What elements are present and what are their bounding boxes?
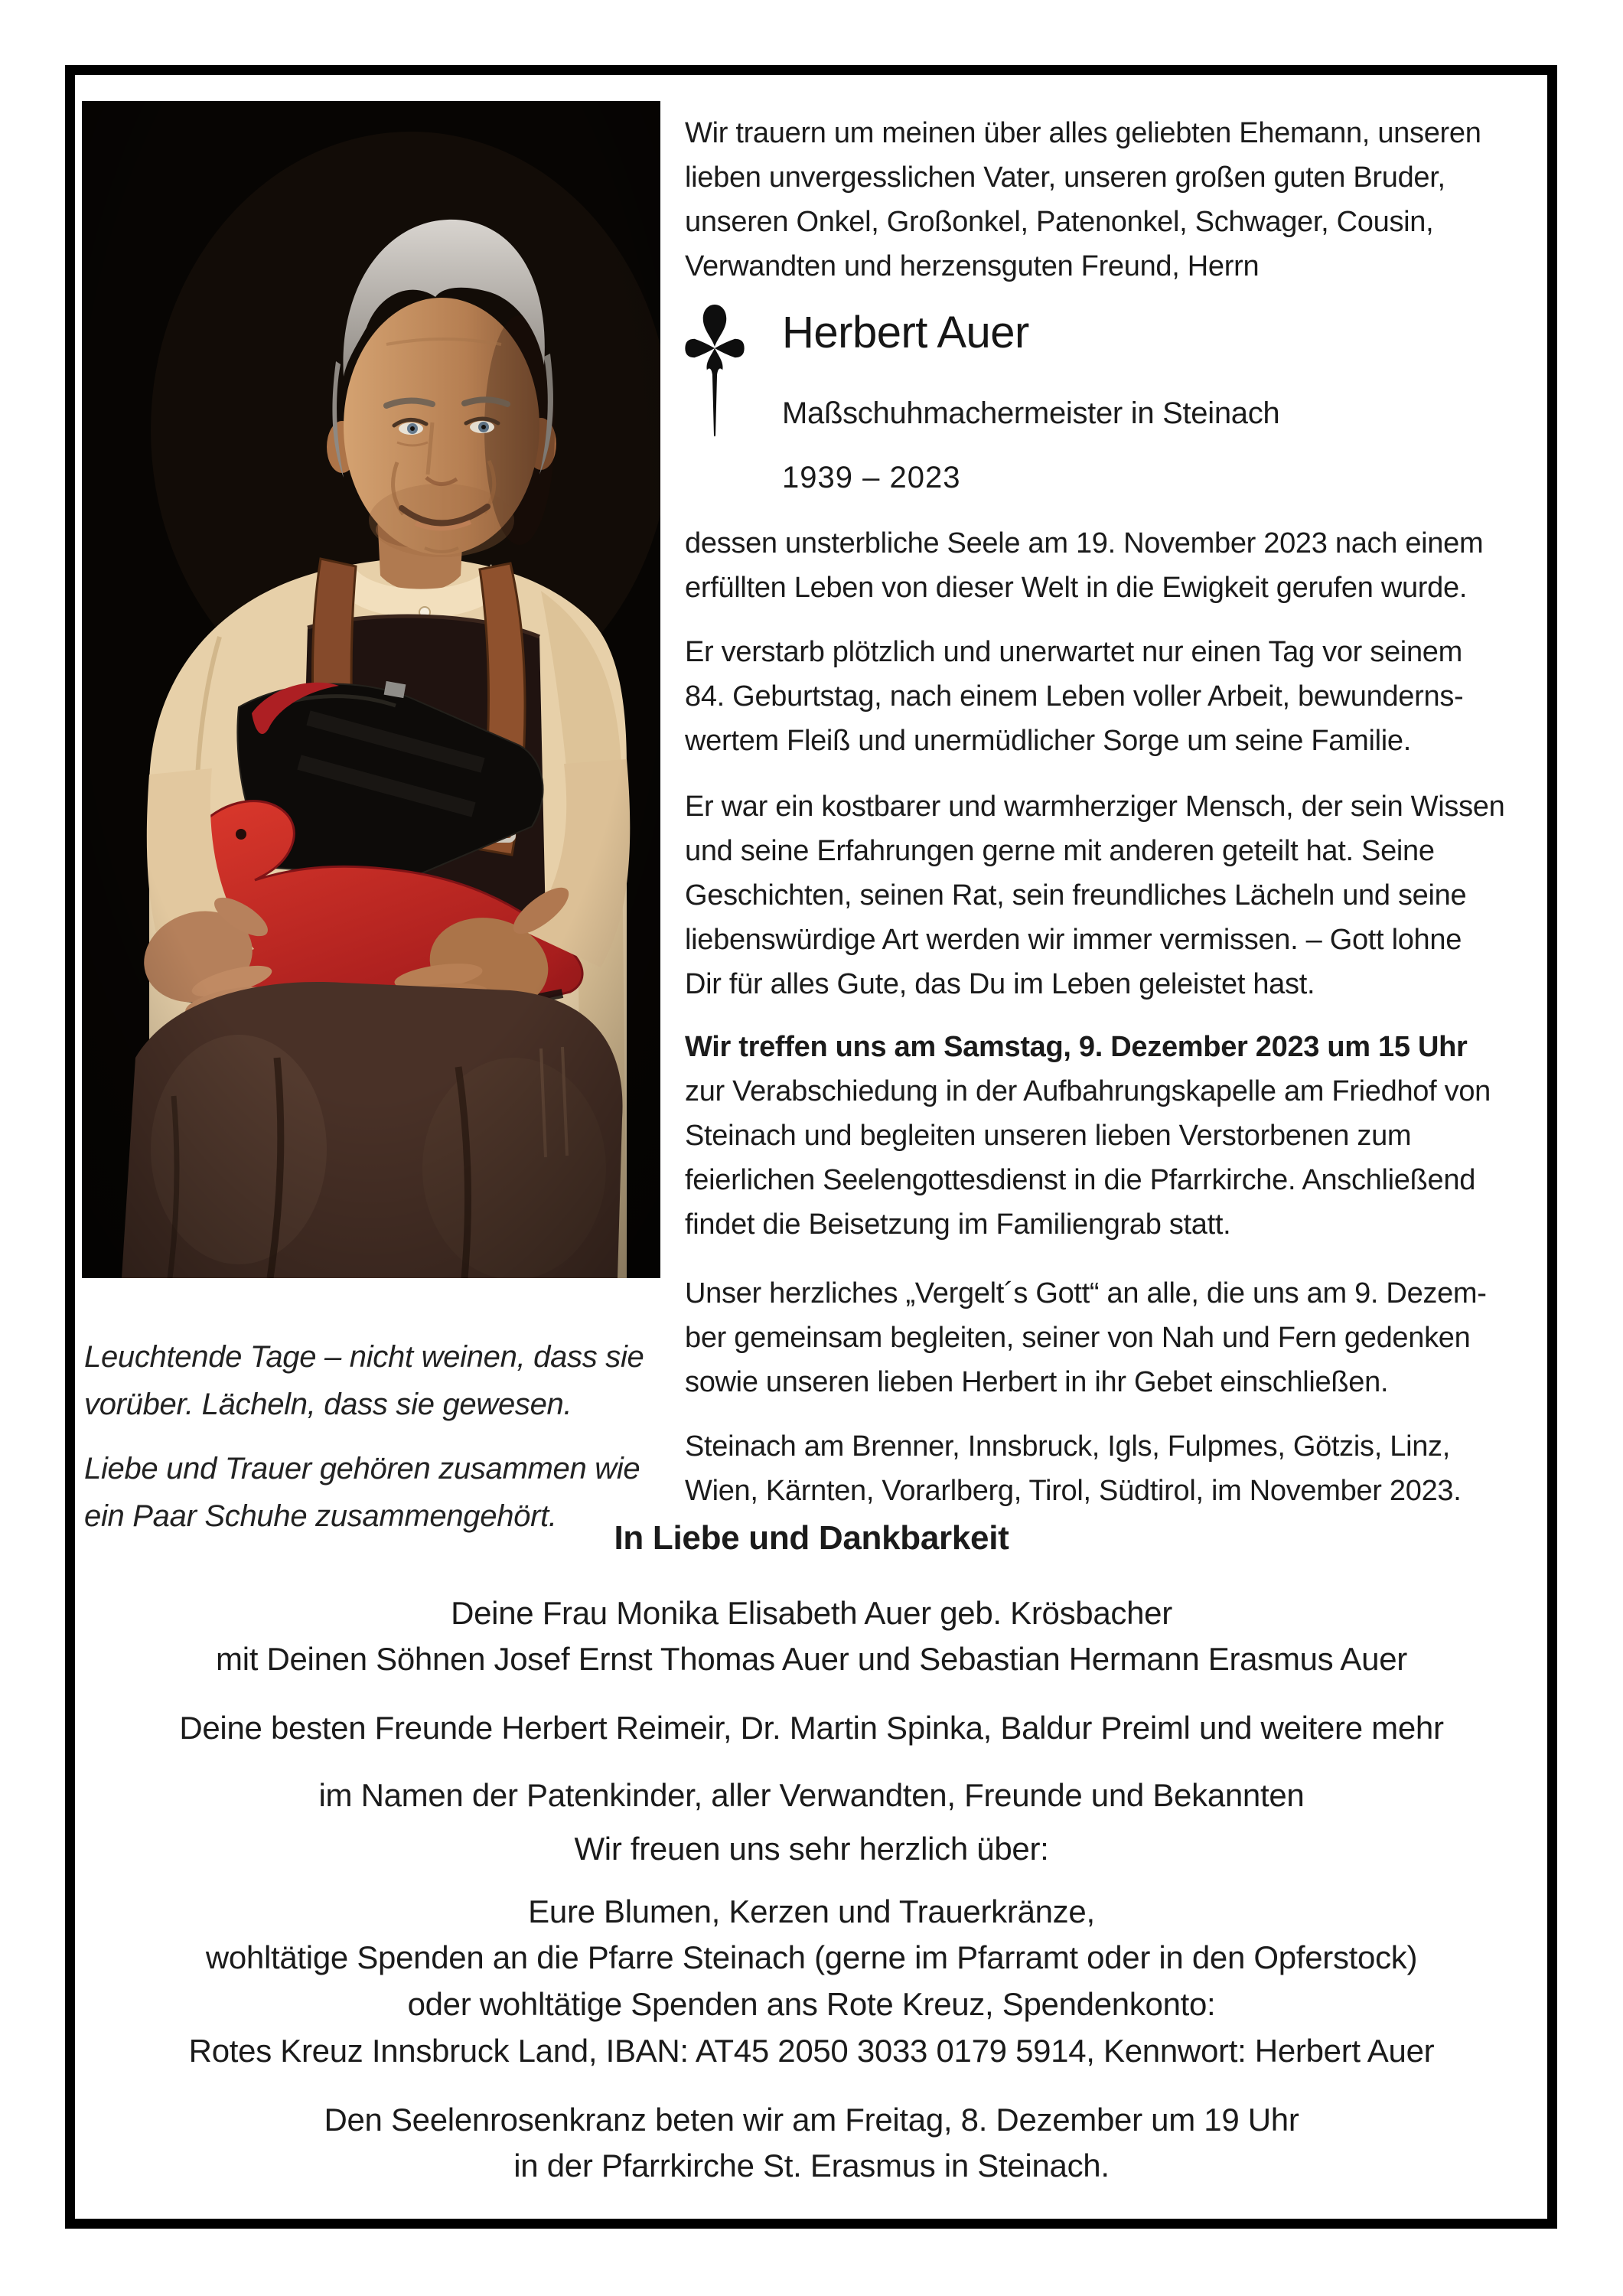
body-line: Er war ein kostbarer und warmherziger Mensch, der sein Wissen <box>685 791 1505 823</box>
body-line: ber gemeinsam begleiten, seiner von Nah und Fern gedenken <box>685 1322 1471 1354</box>
thanks-line: Wir freuen uns sehr herzlich über: <box>574 1831 1049 1867</box>
paragraph-funeral <box>685 1025 1491 1247</box>
quote-leuchtende-tage <box>84 1333 644 1428</box>
patenkinder-line: im Namen der Patenkinder, aller Verwandten, Freunde und Bekannten <box>318 1777 1305 1813</box>
quote-line: vorüber. Lächeln, dass sie gewesen. <box>84 1388 572 1421</box>
body-line: Geschichten, seinen Rat, sein freundliches Lächeln und seine <box>685 879 1467 912</box>
family-line-wife: Deine Frau Monika Elisabeth Auer geb. Krösbacher <box>451 1595 1172 1631</box>
body-line: Unser herzliches „Vergelt´s Gott“ an alle, die uns am 9. Dezem- <box>685 1277 1487 1309</box>
body-line: feierlichen Seelengottesdienst in die Pfarrkirche. Anschließend <box>685 1164 1476 1196</box>
closing-heading: In Liebe und Dankbarkeit <box>614 1519 1009 1557</box>
body-line: dessen unsterbliche Seele am 19. November 2023 nach einem <box>685 527 1484 559</box>
body-line: Steinach und begleiten unseren lieben Verstorbenen zum <box>685 1120 1412 1152</box>
deceased-years: 1939 – 2023 <box>782 461 961 494</box>
rosary-line: Den Seelenrosenkranz beten wir am Freitag, 8. Dezember um 19 Uhr <box>324 2102 1299 2138</box>
portrait-photo-illustration <box>82 101 660 1278</box>
intro-line: lieben unvergesslichen Vater, unseren großen guten Bruder, <box>685 161 1445 194</box>
funeral-date-line: Wir treffen uns am Samstag, 9. Dezember 2023 um 15 Uhr <box>685 1031 1468 1063</box>
thanks-line: wohltätige Spenden an die Pfarre Steinach (gerne im Pfarramt oder in den Opferstock) <box>205 1939 1418 1975</box>
quote-line: ein Paar Schuhe zusammengehört. <box>84 1499 557 1533</box>
thanks-line: Eure Blumen, Kerzen und Trauerkränze, <box>528 1893 1095 1929</box>
memorial-cross-icon <box>683 303 746 439</box>
body-line: wertem Fleiß und unermüdlicher Sorge um seine Familie. <box>685 725 1411 757</box>
intro-line: Verwandten und herzensguten Freund, Herrn <box>685 250 1260 282</box>
deceased-name: Herbert Auer <box>782 308 1029 357</box>
deceased-title: Maßschuhmachermeister in Steinach <box>782 396 1280 430</box>
paragraph-thanks <box>685 1271 1487 1404</box>
body-line: Steinach am Brenner, Innsbruck, Igls, Fulpmes, Götzis, Linz, <box>685 1430 1451 1463</box>
body-line: liebenswürdige Art werden wir immer vermissen. – Gott lohne <box>685 924 1462 956</box>
quote-line: Leuchtende Tage – nicht weinen, dass sie <box>84 1340 644 1374</box>
body-line: findet die Beisetzung im Familiengrab statt. <box>685 1208 1231 1241</box>
paragraph-soul <box>685 521 1483 610</box>
thanks-line: oder wohltätige Spenden ans Rote Kreuz, Spendenkonto: <box>407 1986 1216 2022</box>
paragraph-character <box>685 784 1504 1006</box>
body-line: 84. Geburtstag, nach einem Leben voller Arbeit, bewunderns- <box>685 680 1464 713</box>
quote-line: Liebe und Trauer gehören zusammen wie <box>84 1452 640 1486</box>
portrait-photo <box>82 101 660 1278</box>
rosary-line: in der Pfarrkirche St. Erasmus in Steinach. <box>513 2148 1110 2183</box>
intro-paragraph <box>685 111 1481 289</box>
paragraph-death <box>685 630 1463 763</box>
friends-line: Deine besten Freunde Herbert Reimeir, Dr. Martin Spinka, Baldur Preiml und weitere mehr <box>179 1710 1444 1746</box>
body-line: sowie unseren lieben Herbert in ihr Gebet einschließen. <box>685 1366 1389 1398</box>
body-line: Wien, Kärnten, Vorarlberg, Tirol, Südtirol, im November 2023. <box>685 1475 1462 1507</box>
intro-line: unseren Onkel, Großonkel, Patenonkel, Schwager, Cousin, <box>685 206 1434 238</box>
body-line: zur Verabschiedung in der Aufbahrungskapelle am Friedhof von <box>685 1075 1491 1107</box>
body-line: erfüllten Leben von dieser Welt in die Ewigkeit gerufen wurde. <box>685 572 1468 604</box>
paragraph-places <box>685 1424 1462 1513</box>
body-line: und seine Erfahrungen gerne mit anderen geteilt hat. Seine <box>685 835 1435 867</box>
thanks-line-iban: Rotes Kreuz Innsbruck Land, IBAN: AT45 2050 3033 0179 5914, Kennwort: Herbert Auer <box>188 2033 1435 2069</box>
family-line-sons: mit Deinen Söhnen Josef Ernst Thomas Auer und Sebastian Hermann Erasmus Auer <box>216 1641 1407 1677</box>
body-line: Dir für alles Gute, das Du im Leben geleistet hast. <box>685 968 1315 1000</box>
intro-line: Wir trauern um meinen über alles geliebten Ehemann, unseren <box>685 117 1481 149</box>
body-line: Er verstarb plötzlich und unerwartet nur einen Tag vor seinem <box>685 636 1462 668</box>
